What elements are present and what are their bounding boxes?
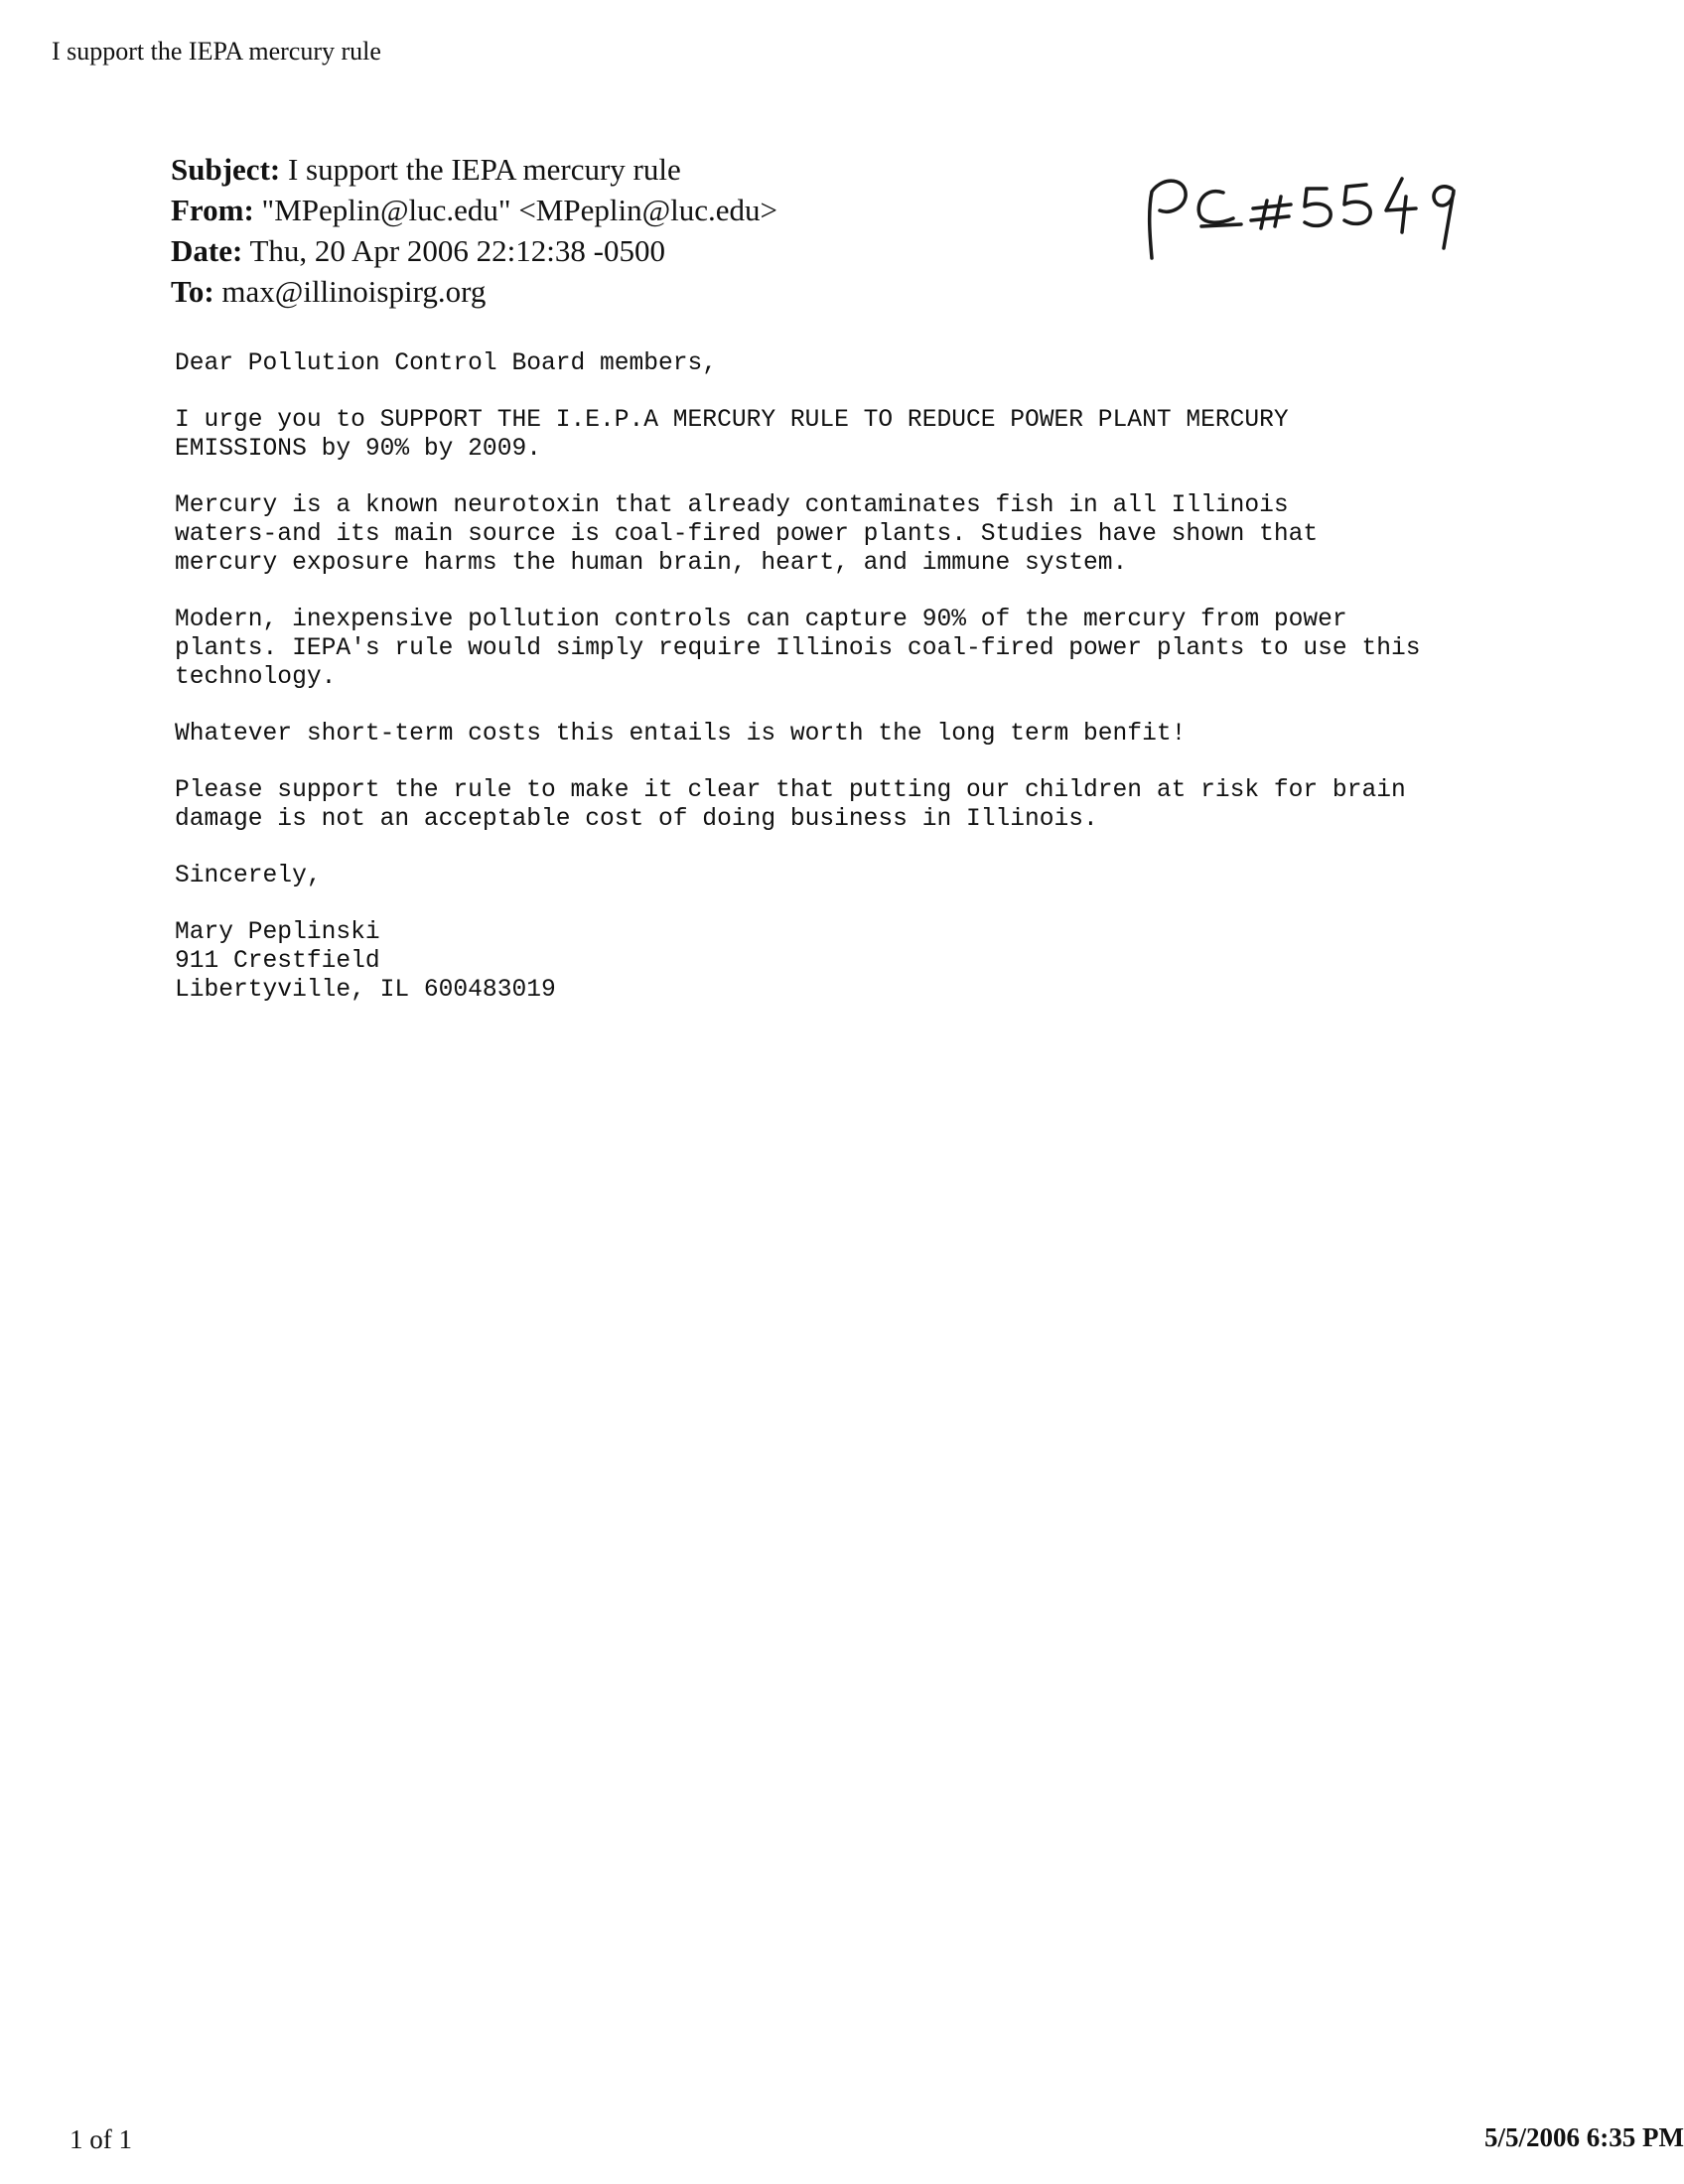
handwritten-pc-number (1142, 167, 1470, 276)
signature-street: 911 Crestfield (175, 948, 380, 975)
signature-city: Libertyville, IL 600483019 (175, 977, 556, 1004)
from-label: From: (171, 193, 254, 227)
email-headers (171, 149, 777, 312)
subject-row (171, 149, 777, 190)
signature-name: Mary Peplinski (175, 919, 380, 946)
page-header-title: I support the IEPA mercury rule (52, 37, 381, 66)
page-count: 1 of 1 (70, 2124, 132, 2154)
to-label: To: (171, 274, 214, 309)
from-row (171, 190, 777, 230)
date-value: Thu, 20 Apr 2006 22:12:38 -0500 (249, 233, 665, 268)
closing: Sincerely, (175, 863, 322, 889)
email-body (175, 349, 1585, 1005)
printed-timestamp: 5/5/2006 6:35 PM (1484, 2122, 1684, 2152)
body-paragraph-5: Please support the rule to make it clear that putting our children at risk for brain damage is not an acceptable cost of doing business in Illinois. (175, 777, 1406, 833)
to-value: max@illinoispirg.org (221, 274, 487, 309)
date-row (171, 230, 777, 271)
from-value: "MPeplin@luc.edu" <MPeplin@luc.edu> (261, 193, 778, 227)
signature-block (175, 918, 1585, 1005)
body-paragraph-4: Whatever short-term costs this entails is worth the long term benfit! (175, 721, 1187, 748)
body-paragraph-3: Modern, inexpensive pollution controls can capture 90% of the mercury from power plants. IEPA's rule would simply require Illinois coal-fired power plants to use this technology. (175, 607, 1421, 691)
date-label: Date: (171, 233, 243, 268)
subject-label: Subject: (171, 152, 281, 187)
subject-value: I support the IEPA mercury rule (287, 152, 681, 187)
handwritten-pc-number-svg (1142, 167, 1470, 276)
to-row (171, 271, 777, 312)
body-paragraph-2: Mercury is a known neurotoxin that already contaminates fish in all Illinois waters-and its main source is coal-fired power plants. Studies have shown that mercury exposure harms the human brain, heart, and immune system. (175, 492, 1319, 577)
salutation: Dear Pollution Control Board members, (175, 350, 718, 377)
body-paragraph-1: I urge you to SUPPORT THE I.E.P.A MERCURY RULE TO REDUCE POWER PLANT MERCURY EMISSIONS by 90% by 2009. (175, 407, 1289, 463)
